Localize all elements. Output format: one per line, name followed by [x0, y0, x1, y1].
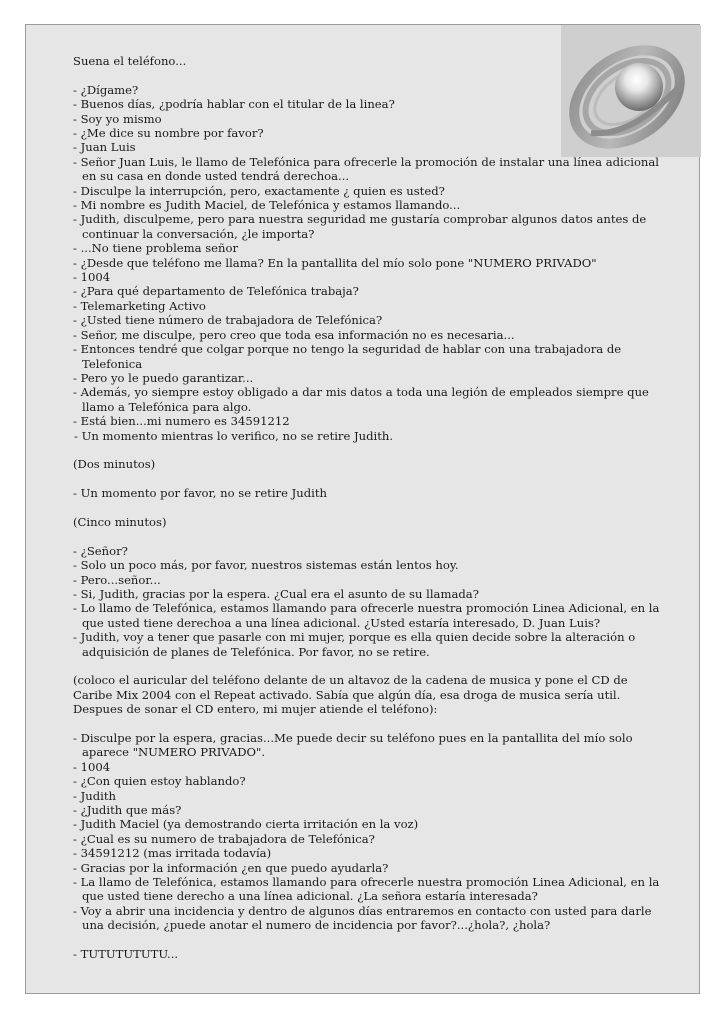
dialogue-line: - Disculpe la interrupción, pero, exactamente ¿ quien es usted?	[73, 183, 445, 198]
dialogue-line: - La llamo de Telefónica, estamos llamando para ofrecerle nuestra promoción Linea Adicional, en la que usted tiene derecho a una línea adicional. ¿La señora estaría interesada?	[73, 875, 660, 904]
dialogue-line: - Si, Judith, gracias por la espera. ¿Cual era el asunto de su llamada?	[73, 586, 479, 601]
dialogue-line: - ¿Señor?	[73, 543, 128, 558]
paragraph-gap	[73, 659, 663, 673]
dialogue-line: - TUTUTUTUTU...	[73, 947, 179, 962]
document-page	[25, 24, 700, 994]
paragraph-gap	[73, 529, 663, 543]
dialogue-line: - Judith Maciel (ya demostrando cierta irritación en la voz)	[73, 817, 419, 832]
dialogue-line: - Voy a abrir una incidencia y dentro de algunos días entraremos en contacto con usted para darle una decisión, ¿puede anotar el numero de incidencia por favor?...¿hola?, ¿hola?	[73, 903, 652, 933]
dialogue-line: - Un momento por favor, no se retire Judith	[73, 486, 328, 501]
dialogue-line: - Solo un poco más, por favor, nuestros sistemas están lentos hoy.	[73, 558, 459, 573]
dialogue-line: - ¿Cual es su numero de trabajadora de Telefónica?	[73, 831, 375, 846]
paragraph-gap	[73, 443, 663, 457]
narration-paragraph: (Cinco minutos)	[73, 514, 167, 529]
dialogue-line: - ¿Dígame?	[73, 82, 139, 97]
narration-paragraph: (Dos minutos)	[73, 457, 156, 472]
paragraph-gap	[73, 717, 663, 731]
dialogue-line: - ¿Para qué departamento de Telefónica trabaja?	[73, 284, 359, 299]
dialogue-line: - ¿Usted tiene número de trabajadora de Telefónica?	[73, 313, 383, 328]
dialogue-line: - ...No tiene problema señor	[73, 241, 239, 256]
dialogue-line: - Juan Luis	[73, 140, 136, 155]
dialogue-line: - Además, yo siempre estoy obligado a dar mis datos a toda una legión de empleados siempre que llamo a Telefónica para algo.	[73, 385, 649, 414]
dialogue-line: - Entonces tendré que colgar porque no tengo la seguridad de hablar con una trabajadora de Telefonica	[73, 342, 622, 371]
narration-paragraph: Suena el teléfono...	[73, 54, 187, 68]
dialogue-line: - Soy yo mismo	[73, 111, 162, 126]
dialogue-line: - ¿Desde que teléfono me llama? En la pantallita del mío solo pone "NUMERO PRIVADO"	[73, 255, 597, 270]
dialogue-line: - Judith, voy a tener que pasarle con mi mujer, porque es ella quien decide sobre la alteración o adquisición de planes de Telefónica. Por favor, no se retire.	[73, 630, 636, 659]
dialogue-line: - Gracias por la información ¿en que puedo ayudarla?	[73, 860, 389, 875]
dialogue-line: - Señor, me disculpe, pero creo que toda esa información no es necesaria...	[73, 327, 515, 342]
dialogue-line: - 34591212 (mas irritada todavía)	[73, 846, 272, 861]
document-body	[73, 54, 663, 961]
dialogue-line: - ¿Me dice su nombre por favor?	[73, 126, 264, 141]
dialogue-line: - Judith, disculpeme, pero para nuestra seguridad me gustaría comprobar algunos datos antes de continuar la conversación, ¿le importa?	[73, 212, 647, 241]
dialogue-line: - 1004	[73, 759, 111, 774]
dialogue-line: - Disculpe por la espera, gracias...Me puede decir su teléfono pues en la pantallita del mío solo aparece "NUMERO PRIVADO".	[73, 730, 633, 760]
dialogue-line: - Telemarketing Activo	[73, 298, 206, 313]
paragraph-gap	[73, 933, 663, 947]
dialogue-line: - Lo llamo de Telefónica, estamos llamando para ofrecerle nuestra promoción Linea Adicional, en la que usted tiene derechoa a una línea adicional. ¿Usted estaría interesado, D. Juan Luis?	[73, 601, 660, 630]
narration-paragraph: (coloco el auricular del teléfono delante de un altavoz de la cadena de musica y pone el CD de Caribe Mix 2004 con el Repeat activado. Sabía que algún día, esa droga de musica sería util. Despues de sonar el CD entero, mi mujer atiende el teléfono):	[73, 673, 628, 717]
dialogue-line: - ¿Judith que más?	[73, 803, 182, 818]
paragraph-gap	[73, 68, 663, 82]
dialogue-line: - ¿Con quien estoy hablando?	[73, 774, 246, 789]
dialogue-line: - Judith	[73, 788, 116, 803]
dialogue-line: - Señor Juan Luis, le llamo de Telefónica para ofrecerle la promoción de instalar una línea adicional en su casa en donde usted tendrá derechoa...	[73, 154, 660, 184]
dialogue-line: - Un momento mientras lo verifico, no se retire Judith.	[74, 428, 394, 443]
dialogue-line: - Está bien...mi numero es 34591212	[73, 414, 290, 429]
paragraph-gap	[73, 472, 663, 486]
dialogue-line: - Buenos días, ¿podría hablar con el titular de la linea?	[73, 97, 395, 112]
dialogue-line: - Pero...señor...	[73, 572, 161, 587]
dialogue-line: - 1004	[73, 270, 111, 285]
dialogue-line: - Mi nombre es Judith Maciel, de Telefónica y estamos llamando...	[73, 198, 461, 213]
dialogue-line: - Pero yo le puedo garantizar...	[73, 370, 254, 385]
paragraph-gap	[73, 501, 663, 515]
